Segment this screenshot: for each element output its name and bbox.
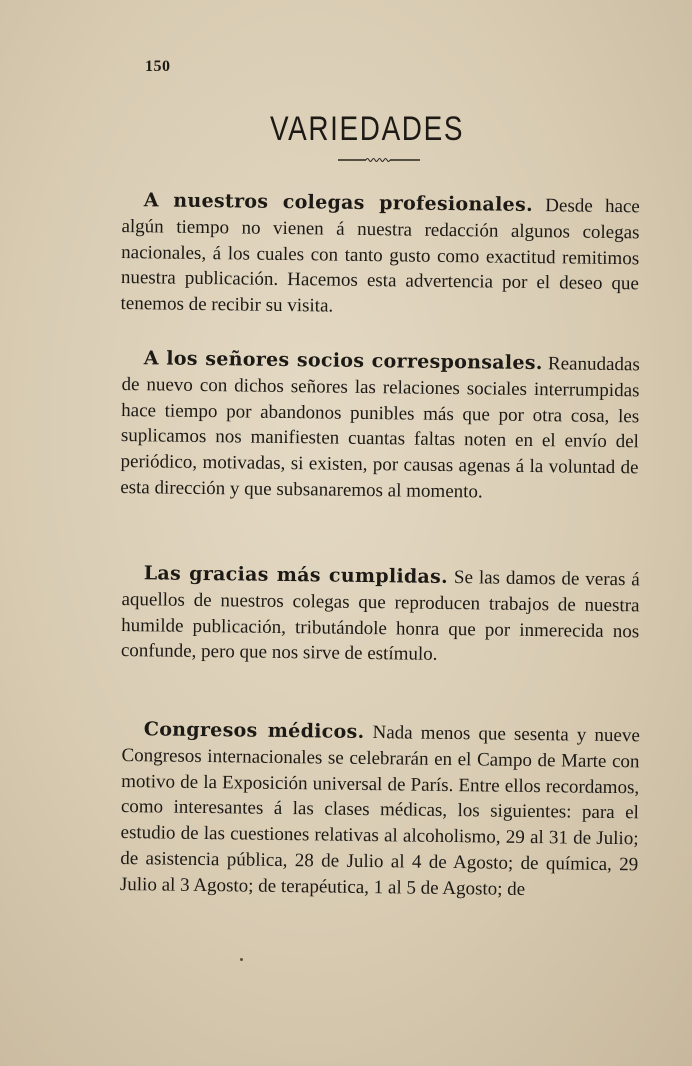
title-ornament (338, 156, 420, 164)
section-socios-corresponsales (120, 346, 640, 507)
section-heading: A los señores socios corresponsales. (143, 347, 543, 375)
page-title: VARIEDADES (270, 110, 465, 148)
section-gracias-cumplidas (121, 561, 640, 671)
section-heading: A nuestros colegas profesionales. (143, 189, 534, 217)
page-number: 150 (145, 58, 171, 75)
section-heading: Las gracias más cumplidas. (143, 562, 449, 588)
section-body: Nada menos que sesenta y nueve Congresos internacionales se celebrarán en el Campo de Marte con motivo de la Exposición universal de París. Entre ellos recordamos, como interesantes á las clases médicas, los siguientes: para el estudio de las cuestiones relativas al alcoholismo, 29 al 31 de Julio; de asistencia pública, 28 de Julio al 4 de Agosto; de química, 29 Julio al 3 Agosto; de terapéutica, 1 al 5 de Agosto; de (119, 722, 640, 900)
section-body: Desde hace algún tiempo no vienen á nuestra redacción algunos colegas nacionales, á los cuales con tanto gusto como exactitud remitimos nuestra publicación. Hacemos esta advertencia por el deseo que tenemos de recibir su visita. (120, 195, 640, 317)
paper-speck (240, 958, 243, 961)
section-congresos-medicos (120, 717, 640, 904)
section-colegas-profesionales (120, 188, 640, 323)
section-heading: Congresos médicos. (143, 718, 365, 743)
section-body: Reanudadas de nuevo con dichos señores las relaciones sociales interrumpidas hace tiempo por abandonos punibles más que por otra cosa, les suplicamos nos manifiesten cuantas faltas noten en el envío del periódico, motivadas, si existen, por causas agenas á la voluntad de esta dirección y que subsanaremos al momento. (120, 353, 640, 503)
section-body: Se las damos de veras á aquellos de nuestros colegas que reproducen trabajos de nuestra humilde publicación, tributándole honra que por inmerecida nos confunde, pero que nos sirve de estímulo. (120, 567, 640, 666)
